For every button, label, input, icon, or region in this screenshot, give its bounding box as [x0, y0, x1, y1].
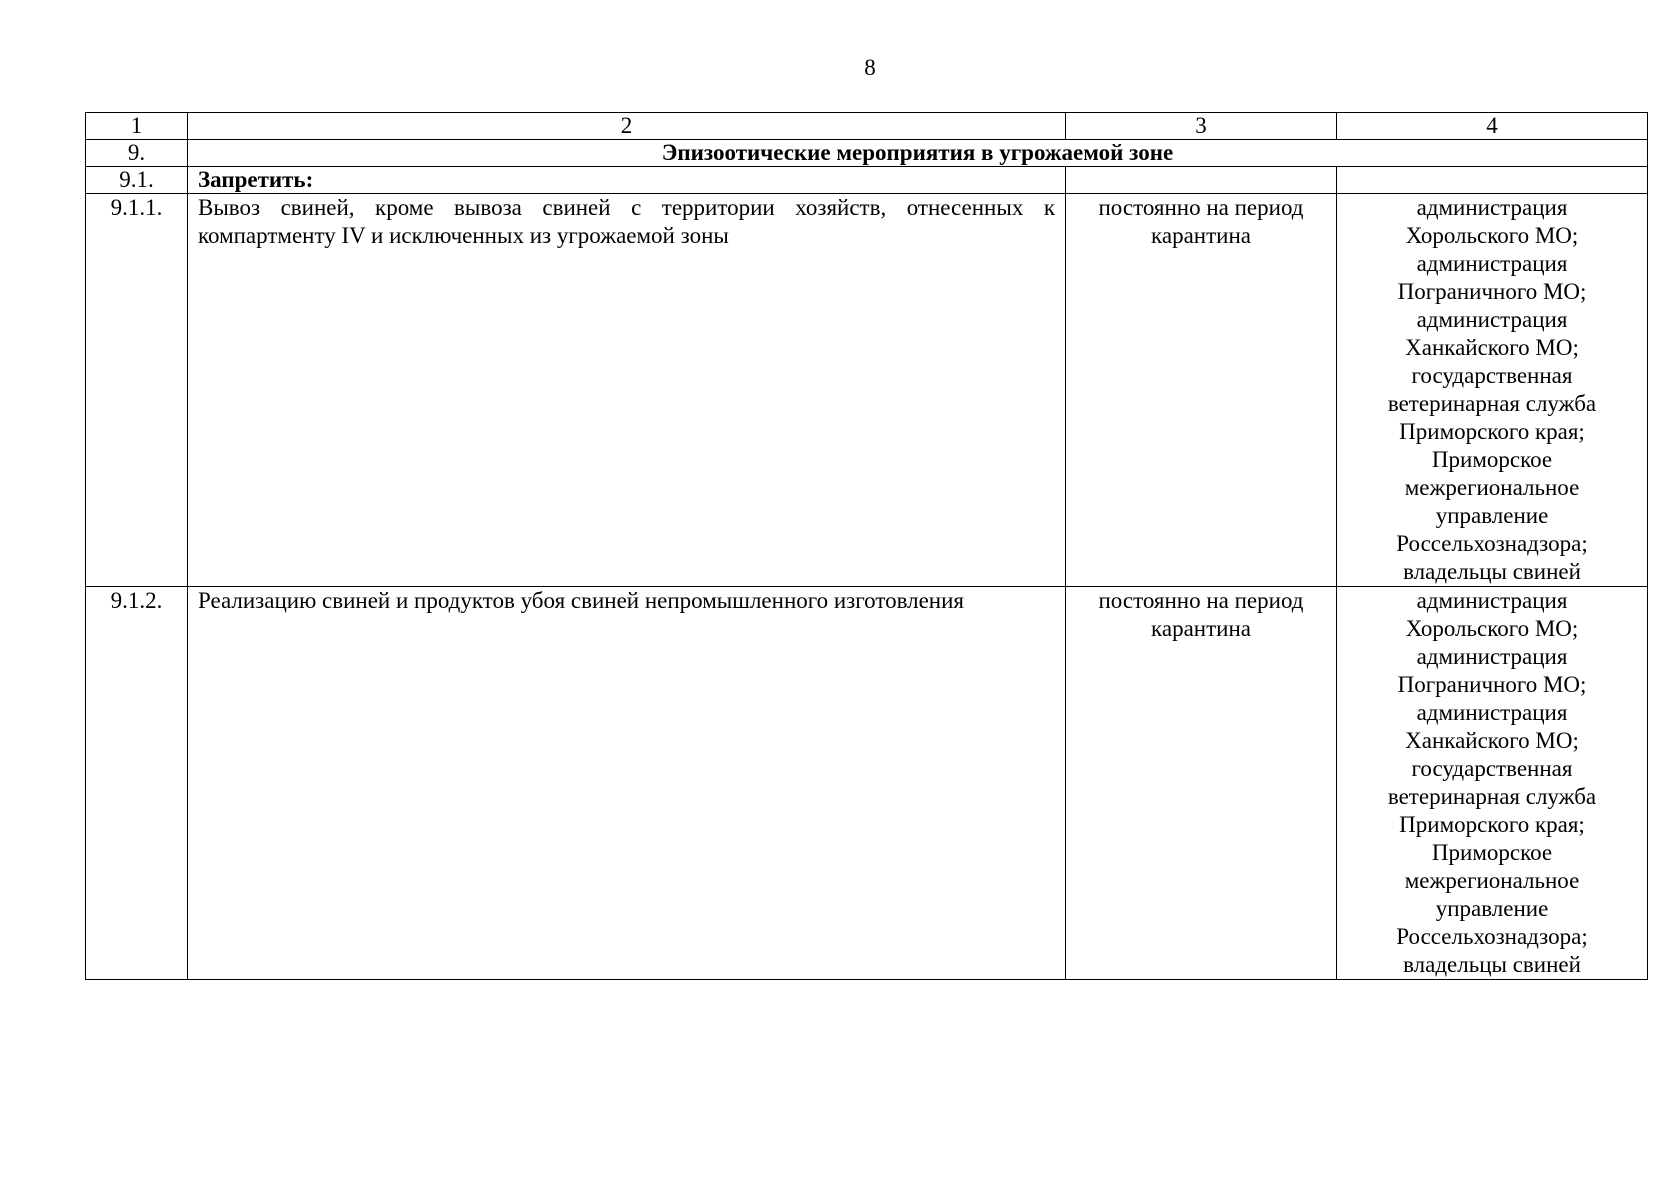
responsible-line: Ханкайского МО; — [1405, 335, 1579, 360]
subsection-title: Запретить: — [188, 167, 1066, 194]
responsible-line: Пограничного МО; — [1397, 279, 1587, 304]
subsection-empty-term — [1066, 167, 1337, 194]
row-number: 9.1.1. — [86, 194, 188, 587]
responsible-line: администрация — [1416, 700, 1568, 725]
responsible-line: Россельхознадзора; — [1396, 531, 1588, 556]
subsection-empty-responsible — [1337, 167, 1648, 194]
section-row — [86, 140, 1648, 167]
responsible-line: Хорольского МО; — [1405, 223, 1579, 248]
responsible-line: ветеринарная служба — [1387, 391, 1597, 416]
responsible-line: межрегиональное — [1404, 475, 1580, 500]
responsible-line: Ханкайского МО; — [1405, 728, 1579, 753]
column-number-1: 1 — [86, 113, 188, 140]
table-row — [86, 194, 1648, 587]
responsible-line: управление — [1435, 503, 1549, 528]
responsible-line: администрация — [1416, 307, 1568, 332]
row-measure: Реализацию свиней и продуктов убоя свиней непромышленного изготовления — [188, 587, 1066, 980]
responsible-line: владельцы свиней — [1403, 559, 1581, 584]
responsible-line: ветеринарная служба — [1387, 784, 1597, 809]
responsible-line: государственная — [1411, 363, 1573, 388]
responsible-line: администрация — [1416, 644, 1568, 669]
measures-table — [85, 112, 1648, 980]
row-term — [1066, 587, 1337, 980]
responsible-line: владельцы свиней — [1403, 952, 1581, 977]
term-line: постоянно на период — [1098, 588, 1304, 613]
page-number: 8 — [864, 55, 876, 80]
subsection-number: 9.1. — [86, 167, 188, 194]
row-responsible — [1337, 194, 1648, 587]
responsible-line: межрегиональное — [1404, 868, 1580, 893]
responsible-line: Приморского края; — [1399, 419, 1585, 444]
responsible-line: администрация — [1416, 251, 1568, 276]
responsible-line: Приморское — [1431, 840, 1553, 865]
column-number-3: 3 — [1066, 113, 1337, 140]
column-number-row — [86, 113, 1648, 140]
responsible-line: администрация — [1416, 588, 1568, 613]
section-number: 9. — [86, 140, 188, 167]
responsible-line: Пограничного МО; — [1397, 672, 1587, 697]
section-title: Эпизоотические мероприятия в угрожаемой зоне — [188, 140, 1648, 167]
subsection-row — [86, 167, 1648, 194]
term-line: карантина — [1151, 223, 1251, 248]
column-number-2: 2 — [188, 113, 1066, 140]
responsible-line: Хорольского МО; — [1405, 616, 1579, 641]
responsible-line: государственная — [1411, 756, 1573, 781]
term-line: карантина — [1151, 616, 1251, 641]
row-term — [1066, 194, 1337, 587]
row-measure: Вывоз свиней, кроме вывоза свиней с территории хозяйств, отнесенных к компартменту IV и исключенных из угрожаемой зоны — [188, 194, 1066, 587]
row-number: 9.1.2. — [86, 587, 188, 980]
responsible-line: администрация — [1416, 195, 1568, 220]
column-number-4: 4 — [1337, 113, 1648, 140]
responsible-line: Приморское — [1431, 447, 1553, 472]
term-line: постоянно на период — [1098, 195, 1304, 220]
responsible-line: управление — [1435, 896, 1549, 921]
responsible-line: Россельхознадзора; — [1396, 924, 1588, 949]
table-row — [86, 587, 1648, 980]
row-responsible — [1337, 587, 1648, 980]
responsible-line: Приморского края; — [1399, 812, 1585, 837]
